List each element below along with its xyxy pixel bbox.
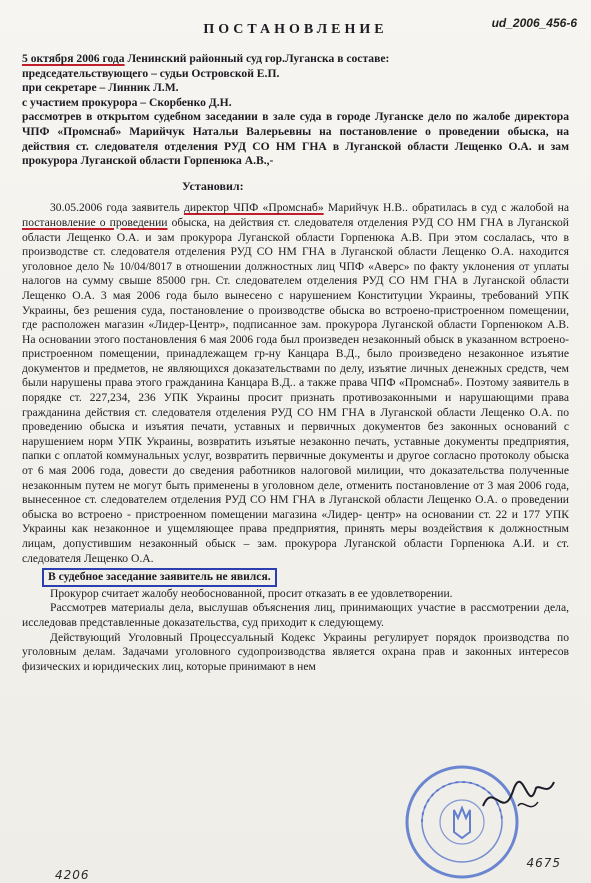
document-body — [22, 52, 569, 674]
decision-date: 5 октября 2006 года — [22, 52, 125, 65]
absent-applicant-box: В судебное заседание заявитель не явился. — [42, 568, 277, 587]
intro-paragraph: рассмотрев в открытом судебном заседании в зале суда в городе Луганске дело по жалобе директора ЧПФ «Промснаб» Марийчук Натальи Валерьевны на постановление о проведении обыска, на действия ст. следователя отделения РУД СО НМ ГНА в Луганской области Лещенко О.А. и зам прокурора Луганской области Горпенюка А.В.,- — [22, 110, 569, 168]
court-review-paragraph: Рассмотрев материалы дела, выслушав объяснения лиц, принимающих участие в рассмотрении дела, исследовав представленные доказательства, суд приходит к следующему. — [22, 601, 569, 629]
highlight-applicant: директор ЧПФ «Промснаб» — [183, 201, 324, 215]
highlight-resolution: постановление о проведении — [22, 215, 168, 229]
signature-mark — [478, 776, 558, 826]
criminal-code-paragraph: Действующий Уголовный Процессуальный Кодекс Украины регулирует порядок производства по уголовным делам. Задачами уголовного судопроизводства является охрана прав и законных интересов физических и юридических лиц, которые принимают в нем — [22, 630, 569, 673]
intro-secretary: при секретаре – Линник Л.М. — [22, 81, 179, 95]
main-paragraph: 30.05.2006 года заявитель директор ЧПФ «Промснаб» Марийчук Н.В.. обратилась в суд с жалобой на постановление о проведении обыска, на действия ст. следователя отделения РУД СО НМ ГНА в Луганской области Лещенко О.А. и зам прокурора Луганской области Горпенюка А.В. При этом сослалась, что в производстве ст. следователя отделения РУД СО НМ ГНА в Луганской области Лещенко О.А. находится уголовное дело № 10/04/8017 в отношении должностных лиц ЧПФ «Аверс» по факту уклонения от уплаты налогов на сумму свыше 85000 грн. Ст. следователем отделения РУД СО НМ ГНА в Луганской области Лещенко О.А. 3 мая 2006 года было вынесено с нарушением Конституции Украины, требований УПК Украины, без решения суда, постановление о производстве обыска во встроено-пристроенном помещении, где расположен магазин «Лидер-Центр», подписанное зам. прокурора Луганской области Горпенюком А.В. На основании этого постановления 6 мая 2006 года был произведен незаконный обыск в указанном встроено-пристроенном помещении, принадлежащем гр-ну Канцара В.Д., было произведено незаконное изъятие документов и предметов, не являющихся доказательствами по делу, изъятие личных денежных средств, чем были нарушены права этого гражданина Канцара В.Д.. а также права ЧПФ «Промснаб». Поэтому заявитель в порядке ст. 227,234, 236 УПК Украины просит признать противозаконными и нарушающими права гражданина действия ст. следователя отделения РУД СО НМ ГНА в Луганской области Лещенко О.А. по проведению обыска и изъятия печати, уставных и первичных документов без законных оснований с нарушением норм УПК Украины, возвратить изъятые незаконно печать, уставные документы предприятия, папки с оплатой коммунальных услуг, возвратить первичные документы и другое согласно протоколу обыска от 6 мая 2006 года, довести до сведения работников налоговой милиции, что доказательства полученные незаконным путем не могут быть применены в уголовном деле, отменить постановление от 3 мая 2006 года, вынесенное ст. следователем отделения РУД СО НМ ГНА в Луганской области Лещенко О.А. о проведении обыска во встроено - пристроенном помещении магазина «Лидер- центр» на основании ст. 22 и 177 УПК Украины как незаконное и ущемляющее права предприятия, принять меры воздействия к должностным лицам, допустившим незаконный обыск – зам. прокурора Луганской области Горпенюка А.И. и ст. следователя Лещенко О.А. — [22, 201, 570, 565]
intro-judge: председательствующего – судьи Островской Е.П. — [22, 66, 280, 80]
intro-prosecutor: с участием прокурора – Скорбенко Д.Н. — [22, 95, 232, 109]
intro-line-1: 5 октября 2006 года Ленинский районный суд гор.Луганска в составе: — [22, 52, 390, 65]
handwritten-number-right: 4675 — [526, 856, 561, 870]
section-heading: Установил: — [182, 178, 244, 193]
document-title: ПОСТАНОВЛЕНИЕ — [203, 22, 388, 37]
prosecutor-paragraph: Прокурор считает жалобу необоснованной, просит отказать в ее удовлетворении. — [50, 586, 453, 600]
document-id: ud_2006_456-6 — [491, 16, 577, 30]
handwritten-number-left: 4206 — [55, 868, 90, 882]
